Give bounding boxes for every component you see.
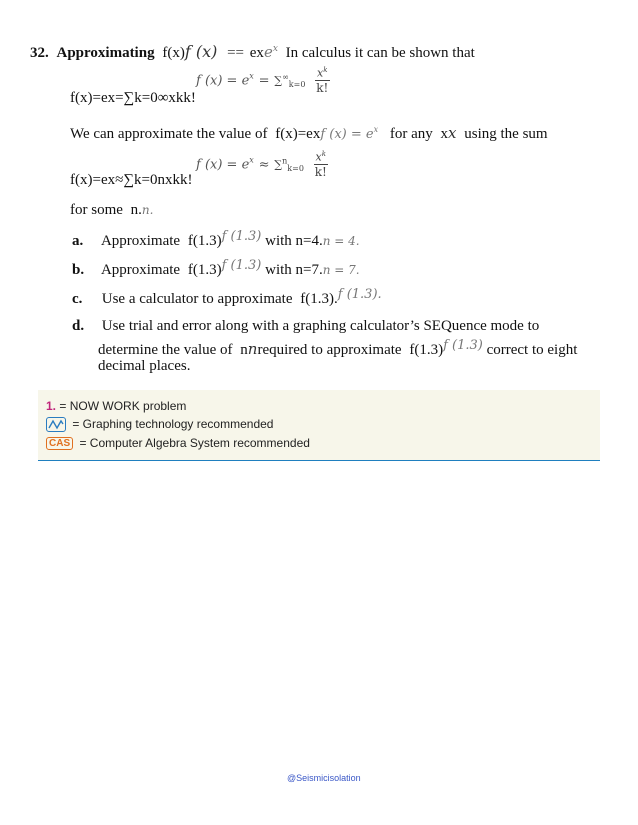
for-some: for some bbox=[70, 202, 123, 218]
problem-number: 32. bbox=[30, 45, 49, 61]
part-d-line2a: determine the value of bbox=[98, 342, 233, 358]
part-b-arg-math: f (1.3) bbox=[221, 258, 262, 273]
part-d-line2b: required to approximate bbox=[257, 342, 402, 358]
legend-now-work bbox=[46, 399, 186, 413]
part-b-with: with bbox=[265, 262, 292, 278]
part-d bbox=[72, 318, 539, 335]
partial-frac-num: x bbox=[315, 150, 322, 164]
now-work-number: 1. bbox=[46, 399, 57, 413]
part-b-cond: n=7. bbox=[295, 262, 323, 278]
approx-fx: f(x)=ex bbox=[275, 126, 321, 142]
partial-fraction bbox=[313, 150, 329, 179]
partial-sigma-upper: n bbox=[282, 156, 288, 166]
approx-fx-sup: x bbox=[373, 125, 379, 134]
problem-title: Approximating bbox=[56, 45, 155, 61]
part-b-text: Approximate bbox=[100, 262, 181, 278]
part-c-arg: f(1.3). bbox=[300, 291, 338, 307]
partial-lhs: f (x) = e bbox=[196, 157, 250, 173]
sigma-upper: ∞ bbox=[282, 72, 289, 82]
now-work-label: = NOW WORK problem bbox=[59, 399, 187, 413]
cas-label: = Computer Algebra System recommended bbox=[79, 436, 310, 450]
part-b bbox=[72, 258, 360, 279]
part-d-line2 bbox=[98, 340, 577, 359]
series-eq: = bbox=[258, 73, 270, 89]
part-c-letter: c. bbox=[72, 291, 83, 307]
series-lhs: f (x) = e bbox=[196, 73, 250, 89]
part-a-text: Approximate bbox=[100, 233, 181, 249]
frac-num-sup: k bbox=[323, 66, 328, 74]
series-text: f(x)=ex=∑k=0∞xkk! bbox=[70, 90, 196, 106]
part-d-n-math: n bbox=[247, 340, 258, 358]
x-math: x bbox=[448, 124, 457, 142]
part-a-letter: a. bbox=[72, 233, 84, 249]
for-some-line bbox=[70, 202, 153, 219]
part-a-arg: f(1.3) bbox=[187, 233, 222, 249]
part-d-arg: f(1.3) bbox=[409, 342, 444, 358]
problem-header bbox=[30, 42, 475, 62]
n-text: n. bbox=[130, 202, 142, 218]
part-d-n: n bbox=[240, 342, 248, 358]
frac-den: k! bbox=[316, 80, 329, 95]
part-d-letter: d. bbox=[72, 318, 85, 334]
part-d-line2c: correct to eight bbox=[486, 342, 578, 358]
fx-text: f(x) bbox=[162, 45, 185, 61]
part-c-text: Use a calculator to approximate bbox=[101, 291, 293, 307]
footer-watermark: @Seismicisolation bbox=[287, 773, 361, 783]
part-b-letter: b. bbox=[72, 262, 85, 278]
for-any: for any bbox=[389, 126, 433, 142]
part-b-cond-math: n = 7. bbox=[322, 263, 360, 277]
series-sup: x bbox=[249, 71, 254, 81]
series-math bbox=[196, 66, 330, 95]
ex-math: e bbox=[263, 43, 273, 61]
part-d-line3: decimal places. bbox=[98, 358, 191, 374]
partial-sigma-lower: k=0 bbox=[287, 164, 304, 174]
partial-sup: x bbox=[249, 155, 254, 165]
sigma-lower: k=0 bbox=[288, 80, 306, 90]
part-c-arg-math: f (1.3). bbox=[337, 287, 382, 302]
partial-sum-text: f(x)=ex≈∑k=0nxkk! bbox=[70, 172, 193, 188]
part-a-cond: n=4. bbox=[295, 233, 323, 249]
partial-frac-num-sup: k bbox=[321, 150, 326, 158]
part-d-arg-math: f (1.3) bbox=[443, 338, 483, 353]
partial-approx: ≈ bbox=[258, 157, 270, 173]
part-b-arg: f(1.3) bbox=[187, 262, 222, 278]
legend-graphing bbox=[46, 417, 273, 432]
frac-num: x bbox=[317, 66, 324, 80]
cas-badge-icon: CAS bbox=[46, 437, 73, 450]
part-c bbox=[72, 287, 382, 308]
sigma-glyph: ∑ bbox=[274, 74, 283, 88]
intro-text: In calculus it can be shown that bbox=[285, 45, 475, 61]
using-sum: using the sum bbox=[464, 126, 548, 142]
fx-math: f (x) bbox=[184, 42, 218, 61]
approx-intro: We can approximate the value of bbox=[70, 126, 268, 142]
approx-sentence bbox=[70, 124, 548, 143]
series-fraction bbox=[314, 66, 330, 95]
partial-sigma-glyph: ∑ bbox=[274, 158, 283, 172]
graphing-label: = Graphing technology recommended bbox=[72, 417, 274, 431]
x-text: x bbox=[440, 126, 449, 142]
part-a-with: with bbox=[265, 233, 292, 249]
partial-sigma bbox=[274, 156, 304, 174]
n-math: n. bbox=[141, 203, 154, 217]
partial-sum-math bbox=[196, 150, 329, 179]
legend-cas bbox=[46, 436, 310, 450]
partial-frac-den: k! bbox=[314, 164, 327, 179]
part-a-arg-math: f (1.3) bbox=[221, 229, 262, 244]
equals-signs: == bbox=[227, 45, 245, 61]
ex-text: ex bbox=[249, 45, 264, 61]
ex-sup: x bbox=[272, 44, 278, 54]
part-a bbox=[72, 229, 360, 250]
approx-fx-math: f (x) = e bbox=[320, 127, 374, 142]
part-a-cond-math: n = 4. bbox=[322, 234, 360, 248]
legend-box bbox=[38, 390, 600, 461]
graphing-calculator-icon bbox=[46, 417, 66, 432]
part-d-line1: Use trial and error along with a graphing calculator’s SEQuence mode to bbox=[101, 318, 540, 334]
sigma-symbol bbox=[274, 72, 306, 90]
